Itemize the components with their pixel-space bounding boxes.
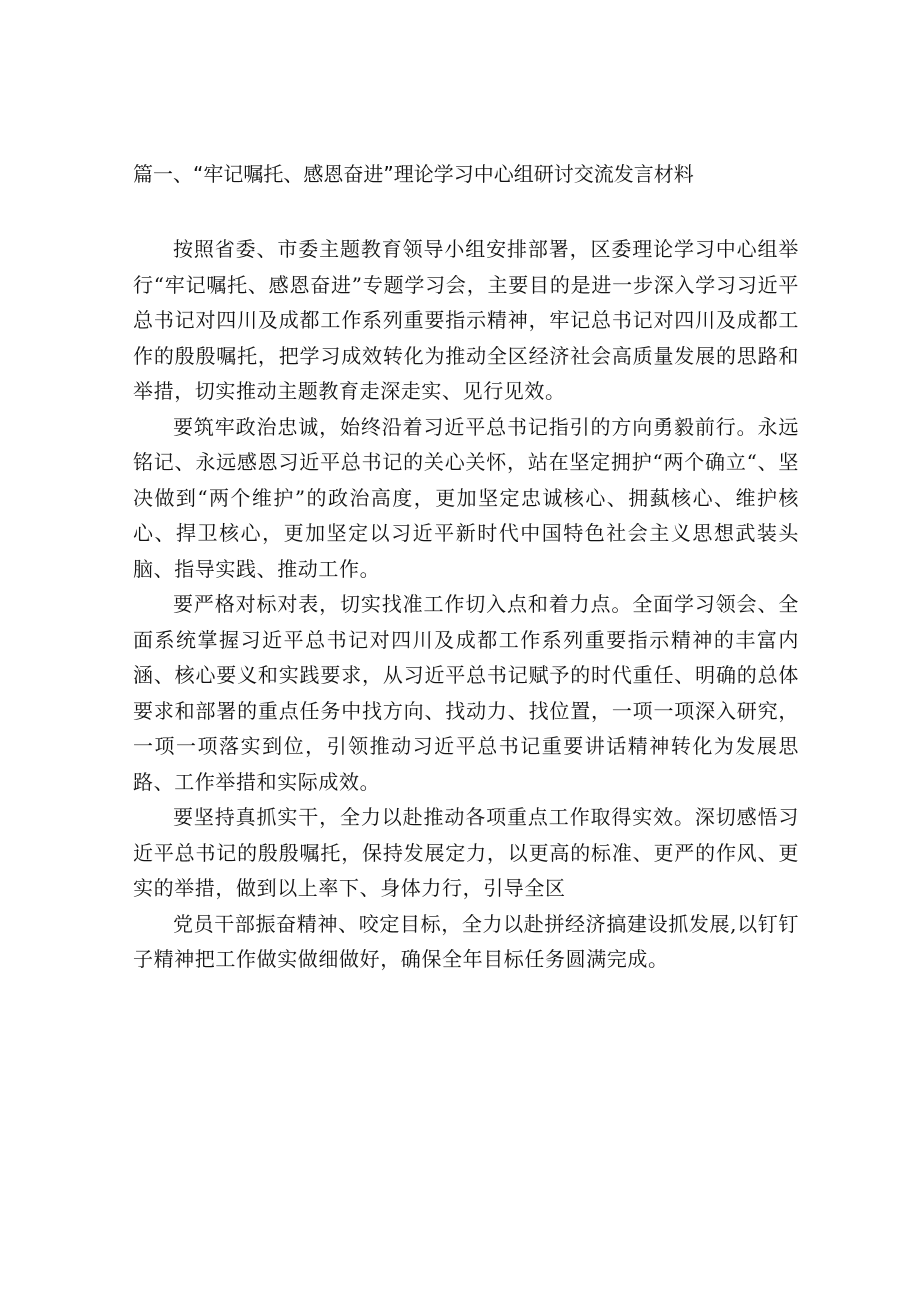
document-body xyxy=(133,232,799,978)
paragraph-political-loyalty: 要筑牢政治忠诚，始终沿着习近平总书记指引的方向勇毅前行。永远铭记、永远感恩习近平总书记的关心关怀，站在坚定拥护“两个确立“、坚决做到“两个维护”的政治高度，更加坚定忠诚核心、拥蓺核心、维护核心、捍卫核心，更加坚定以习近平新时代中国特色社会主义思想武装头脑、指导实践、推动工作。 xyxy=(133,414,799,581)
paragraph-hard-work: 要坚持真抓实干，全力以赴推动各项重点工作取得实效。深切感悟习近平总书记的殷殷嘱托，保持发展定力，以更高的标准、更严的作风、更实的举措，做到以上率下、身体力行，引导全区 xyxy=(133,805,799,900)
document-title: 篇一、“牢记嘱托、感恩奋进”理论学习中心组研讨交流发言材料 xyxy=(133,162,694,186)
paragraph-party-members: 党员干部振奋精神、咬定目标，全力以赴拼经济搞建设抓发展,以钉钉子精神把工作做实做细做好，确保全年目标任务圆满完成。 xyxy=(133,911,799,971)
paragraph-intro: 按照省委、市委主题教育领导小组安排部署，区委理论学习中心组举行“牢记嘱托、感恩奋进”专题学习会，主要目的是进一步深入学习习近平总书记对四川及成都工作系列重要指示精神，牢记总书记对四川及成都工作的殷殷嘱托，把学习成效转化为推动全区经济社会高质量发展的思路和举措，切实推动主题教育走深走实、见行见效。 xyxy=(133,237,799,403)
paragraph-benchmarking: 要严格对标对表，切实找准工作切入点和着力点。全面学习领会、全面系统掌握习近平总书记对四川及成都工作系列重要指示精神的丰富内涵、核心要义和实践要求，从习近平总书记赋予的时代重任、明确的总体要求和部署的重点任务中找方向、找动力、找位置，一项一项深入研究，一项一项落实到位，引领推动习近平总书记重要讲话精神转化为发展思路、工作举措和实际成效。 xyxy=(133,592,799,794)
